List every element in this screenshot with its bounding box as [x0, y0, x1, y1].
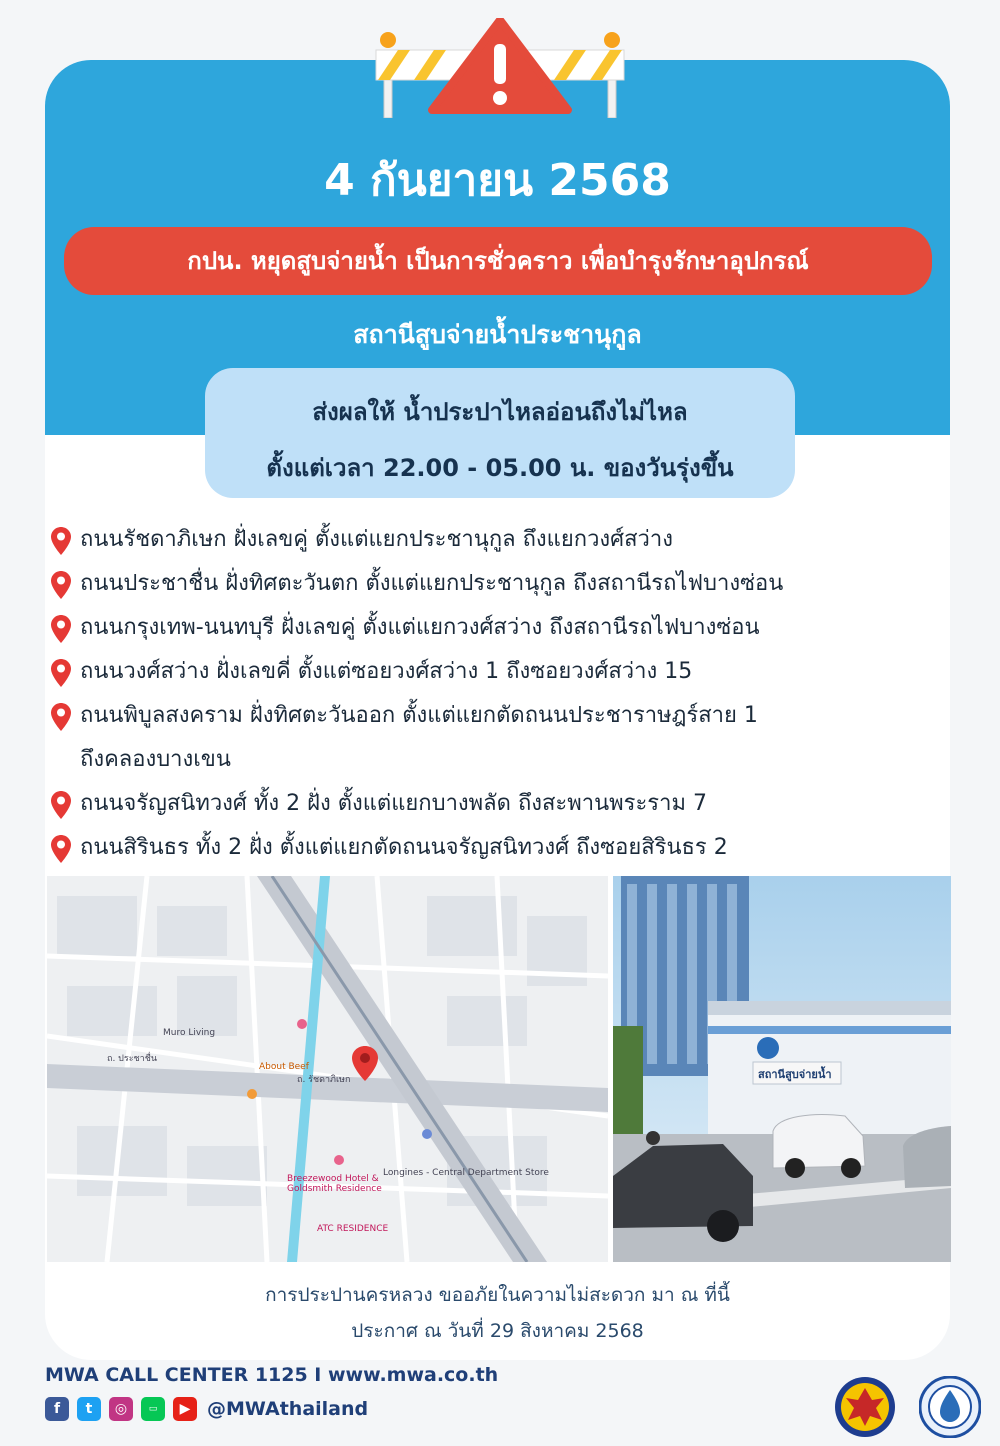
warning-barrier-icon — [370, 18, 630, 118]
map-label: Longines - Central Department Store — [383, 1168, 549, 1178]
map-label: Muro Living — [163, 1028, 216, 1038]
map-label: Breezewood Hotel & Goldsmith Residence — [287, 1174, 382, 1194]
map-label: About Beef — [259, 1062, 309, 1072]
list-item — [50, 782, 955, 826]
social-handle[interactable]: @MWAthailand — [207, 1398, 369, 1420]
instagram-icon[interactable]: ◎ — [109, 1397, 133, 1421]
effect-line-2: ตั้งแต่เวลา 22.00 - 05.00 น. ของวันรุ่งขึ้น — [266, 454, 734, 482]
twitter-icon[interactable]: t — [77, 1397, 101, 1421]
road-text: ถนนวงศ์สว่าง ฝั่งเลขคี่ ตั้งแต่ซอยวงศ์สว่าง 1 ถึงซอยวงศ์สว่าง 15 — [80, 659, 693, 684]
location-pin-icon — [50, 614, 72, 644]
road-text: ถนนรัชดาภิเษก ฝั่งเลขคู่ ตั้งแต่แยกประชานุกูล ถึงแยกวงศ์สว่าง — [80, 527, 674, 552]
youtube-icon[interactable]: ▶ — [173, 1397, 197, 1421]
apology-text: การประปานครหลวง ขออภัยในความไม่สะดวก มา ณ ที่นี้ — [265, 1284, 730, 1306]
station-photo — [613, 876, 951, 1262]
location-map — [47, 876, 608, 1262]
road-text: ถนนกรุงเทพ-นนทบุรี ฝั่งเลขคู่ ตั้งแต่แยกวงศ์สว่าง ถึงสถานีรถไฟบางซ่อน — [80, 615, 760, 640]
location-pin-icon — [50, 658, 72, 688]
list-item — [50, 606, 955, 650]
road-text: ถนนจรัญสนิทวงศ์ ทั้ง 2 ฝั่ง ตั้งแต่แยกบางพลัด ถึงสะพานพระราม 7 — [80, 791, 707, 816]
list-item — [50, 694, 955, 782]
location-pin-icon — [50, 834, 72, 864]
road-text: ถนนพิบูลสงคราม ฝั่งทิศตะวันออก ตั้งแต่แยกตัดถนนประชาราษฎร์สาย 1 — [80, 703, 758, 728]
map-label: ถ. ประชาชื่น — [107, 1054, 157, 1064]
list-item — [50, 518, 955, 562]
headline-banner: กปน. หยุดสูบจ่ายน้ำ เป็นการชั่วคราว เพื่อบำรุงรักษาอุปกรณ์ — [64, 227, 932, 295]
effect-box — [205, 368, 795, 498]
mwa-logo-icon — [919, 1376, 981, 1438]
location-pin-icon — [50, 702, 72, 732]
facebook-icon[interactable]: f — [45, 1397, 69, 1421]
call-center[interactable]: MWA CALL CENTER 1125 I www.mwa.co.th — [45, 1364, 499, 1386]
location-pin-icon — [50, 790, 72, 820]
list-item — [50, 562, 955, 606]
line-icon[interactable]: ▭ — [141, 1397, 165, 1421]
road-text-continuation: ถึงคลองบางเขน — [80, 747, 231, 772]
social-links — [45, 1396, 368, 1422]
map-label: ATC RESIDENCE — [317, 1224, 389, 1234]
affected-roads-list — [50, 518, 955, 870]
location-pin-icon — [50, 526, 72, 556]
garuda-emblem-icon — [834, 1376, 896, 1438]
notice-date: 4 กันยายน 2568 — [324, 155, 671, 206]
location-pin-icon — [50, 570, 72, 600]
list-item — [50, 826, 955, 870]
road-text: ถนนสิรินธร ทั้ง 2 ฝั่ง ตั้งแต่แยกตัดถนนจรัญสนิทวงศ์ ถึงซอยสิรินธร 2 — [80, 835, 728, 860]
effect-line-1: ส่งผลให้ น้ำประปาไหลอ่อนถึงไม่ไหล — [312, 398, 688, 426]
announce-date: ประกาศ ณ วันที่ 29 สิงหาคม 2568 — [351, 1320, 644, 1342]
map-label: ถ. รัชดาภิเษก — [297, 1075, 351, 1085]
list-item — [50, 650, 955, 694]
station-name: สถานีสูบจ่ายน้ำประชานุกูล — [353, 320, 642, 349]
photo-sign-text: สถานีสูบจ่ายน้ำ — [758, 1068, 832, 1081]
road-text: ถนนประชาชื่น ฝั่งทิศตะวันตก ตั้งแต่แยกประชานุกูล ถึงสถานีรถไฟบางซ่อน — [80, 571, 784, 596]
